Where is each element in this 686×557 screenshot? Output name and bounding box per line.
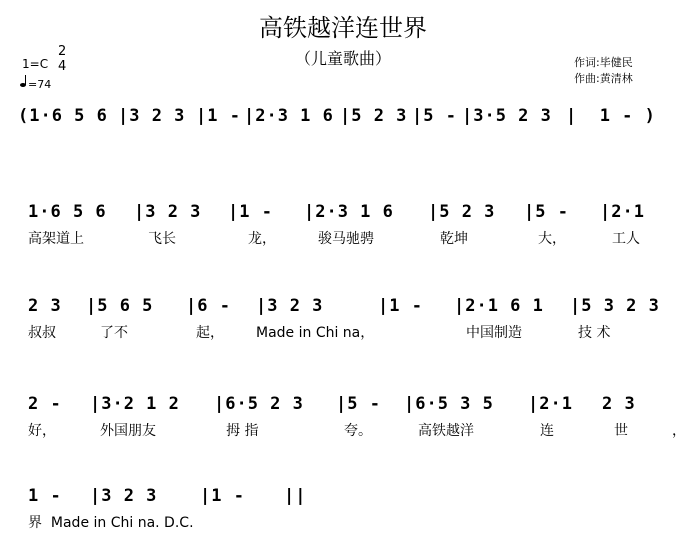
- measure: |2·1: [528, 394, 573, 414]
- lyric-row: [0, 132, 686, 152]
- lyric-text: 连: [540, 423, 554, 439]
- measure: |3 2 3: [90, 486, 158, 506]
- measure: |2·1: [600, 202, 645, 222]
- measure: 2 -: [28, 394, 62, 414]
- time-signature: [58, 44, 66, 74]
- measure: |3 2 3: [256, 296, 324, 316]
- lyric-row: [0, 512, 686, 532]
- song-subtitle: （儿童歌曲）: [294, 49, 391, 68]
- lyric-row: [0, 228, 686, 248]
- tempo-marking: [20, 78, 51, 91]
- lyric-text: 乾坤: [440, 231, 468, 247]
- measure: |2·3 1 6: [304, 202, 394, 222]
- measure: |5 -: [412, 106, 457, 126]
- lyric-text: 起，: [196, 325, 224, 341]
- lyric-text: 世: [614, 423, 628, 439]
- measure: |1 -: [228, 202, 273, 222]
- lyric-text: 技 术: [578, 325, 611, 341]
- measure: |5 -: [336, 394, 381, 414]
- measure: |3·2 1 2: [90, 394, 180, 414]
- measure: 1·6 5 6: [28, 202, 107, 222]
- measure: |6·5 3 5: [404, 394, 494, 414]
- measure: |1 -: [378, 296, 423, 316]
- lyric-text: Made in Chi na，: [256, 325, 375, 341]
- measure: |5 3 2 3: [570, 296, 660, 316]
- lyric-text: 了不: [100, 325, 128, 341]
- measure: |6·5 2 3: [214, 394, 304, 414]
- measure: |5 2 3: [340, 106, 408, 126]
- lyric-text: 外国朋友: [100, 423, 156, 439]
- measure: |3 2 3: [134, 202, 202, 222]
- time-signature-bottom: 4: [58, 59, 67, 74]
- lyric-text: ，: [672, 423, 686, 439]
- lyric-text: 叔叔: [28, 325, 56, 341]
- measure: |2·3 1 6: [244, 106, 334, 126]
- measure: 2 3: [28, 296, 62, 316]
- measure: 2 3: [602, 394, 636, 414]
- measure: 1 -: [28, 486, 62, 506]
- lyric-row: [0, 420, 686, 440]
- lyric-text: 拇 指: [226, 423, 259, 439]
- measure: | 1 - ): [566, 106, 656, 126]
- composer-credit: 作曲:黄清林: [574, 72, 633, 85]
- lyricist-credit: 作词:毕健民: [574, 56, 633, 69]
- lyric-text: 好，: [28, 423, 56, 439]
- lyric-text: 高铁越洋: [418, 423, 474, 439]
- lyric-text: 飞长: [148, 231, 176, 247]
- measure: |1 -: [200, 486, 245, 506]
- lyric-text: 中国制造: [466, 325, 522, 341]
- measure: |3 2 3: [118, 106, 186, 126]
- measure: |6 -: [186, 296, 231, 316]
- lyric-text: 工人: [612, 231, 640, 247]
- measure: |5 6 5: [86, 296, 154, 316]
- measure: |1 -: [196, 106, 241, 126]
- measure: |5 2 3: [428, 202, 496, 222]
- measure: ||: [284, 486, 307, 506]
- lyric-text: 夸。: [344, 423, 372, 439]
- quarter-note-icon: [20, 83, 26, 87]
- lyric-text: 大，: [538, 231, 566, 247]
- lyric-text: 骏马驰骋: [318, 231, 374, 247]
- measure: |2·1 6 1: [454, 296, 544, 316]
- lyric-text: 龙，: [248, 231, 276, 247]
- tempo-value: =74: [28, 78, 52, 91]
- key-signature: 1=C: [22, 57, 49, 71]
- time-signature-top: 2: [58, 44, 67, 59]
- lyric-row: [0, 322, 686, 342]
- measure: |3·5 2 3: [462, 106, 552, 126]
- lyric-text: 界 Made in Chi na. D.C.: [28, 515, 194, 531]
- lyric-text: 高架道上: [28, 231, 84, 247]
- measure: |5 -: [524, 202, 569, 222]
- song-title: 高铁越洋连世界: [259, 14, 427, 42]
- measure: (1·6 5 6: [18, 106, 108, 126]
